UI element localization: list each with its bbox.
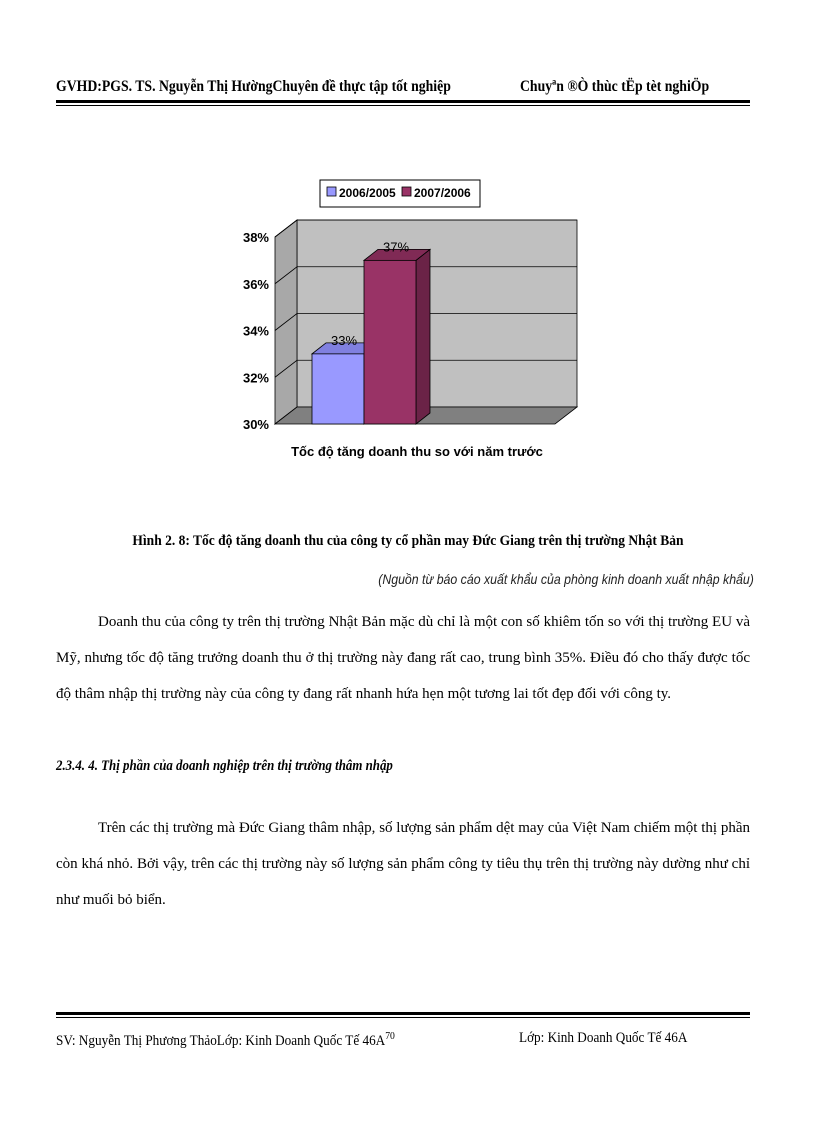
bar-side bbox=[416, 249, 430, 424]
section-title: 2.3.4. 4. Thị phần của doanh nghiệp trên thị trường thâm nhập bbox=[56, 758, 393, 774]
paragraph-market-share bbox=[56, 810, 750, 918]
chart-plot-area bbox=[275, 220, 577, 424]
paragraph-revenue-japan bbox=[56, 604, 750, 712]
footer-rule-thin bbox=[56, 1017, 750, 1018]
paragraph-1-text: Doanh thu của công ty trên thị trường Nhật Bản mặc dù chỉ là một con số khiêm tốn so với thị trường EU và Mỹ, nhưng tốc độ tăng trưởng doanh thu ở thị trường này đang rất cao, trung bình 35%. Điều đó cho thấy được tốc độ thâm nhập thị trường này của công ty đang rất nhanh hứa hẹn một tương lai tốt đẹp đối với công ty. bbox=[56, 614, 750, 702]
footer-left-text: SV: Nguyễn Thị Phương ThảoLớp: Kinh Doanh Quốc Tế 46A bbox=[56, 1033, 386, 1049]
revenue-growth-chart bbox=[230, 172, 590, 472]
chart-legend bbox=[320, 180, 480, 207]
paragraph-2-text: Trên các thị trường mà Đức Giang thâm nhập, số lượng sản phẩm dệt may của Việt Nam chiếm một thị phần còn khá nhỏ. Bởi vậy, trên các thị trường này số lượng sản phẩm công ty tiêu thụ trên thị trường này dường như chỉ như muối bỏ biển. bbox=[56, 820, 750, 908]
y-tick-label: 30% bbox=[242, 417, 269, 432]
header-left: GVHD:PGS. TS. Nguyễn Thị HườngChuyên đề thực tập tốt nghiệp bbox=[56, 78, 451, 95]
y-axis-ticks bbox=[243, 230, 269, 432]
y-tick-label: 32% bbox=[242, 370, 269, 386]
bar-front bbox=[364, 260, 416, 424]
legend-swatch-2006-2005 bbox=[327, 187, 336, 196]
header-rule-thin bbox=[56, 105, 750, 106]
page-number: 70 bbox=[385, 1030, 395, 1042]
data-label: 33% bbox=[330, 332, 358, 348]
x-axis-label: Tốc độ tăng doanh thu so với năm trước bbox=[291, 444, 543, 459]
legend-swatch-2007-2006 bbox=[402, 187, 411, 196]
bar-front bbox=[312, 354, 364, 424]
y-tick-label: 36% bbox=[242, 276, 269, 292]
bar-2007-2006 bbox=[364, 239, 430, 424]
y-tick-label: 38% bbox=[242, 230, 269, 245]
legend-label-2006-2005: 2006/2005 bbox=[339, 186, 396, 200]
y-tick-label: 34% bbox=[242, 323, 269, 339]
chart-svg bbox=[230, 172, 590, 472]
legend-label-2007-2006: 2007/2006 bbox=[414, 186, 471, 200]
figure-source: (Nguồn từ báo cáo xuất khẩu của phòng kinh doanh xuất nhập khẩu) bbox=[378, 571, 754, 587]
header-rule-thick bbox=[56, 100, 750, 103]
footer-rule-thick bbox=[56, 1012, 750, 1015]
data-label: 37% bbox=[382, 239, 410, 255]
footer-left bbox=[56, 1030, 395, 1050]
footer-right: Lớp: Kinh Doanh Quốc Tế 46A bbox=[519, 1030, 688, 1046]
figure-caption: Hình 2. 8: Tốc độ tăng doanh thu của công ty cổ phần may Đức Giang trên thị trường Nhật Bản bbox=[132, 533, 684, 549]
header-right: Chuyªn ®Ò thùc tËp tèt nghiÖp bbox=[520, 78, 710, 95]
